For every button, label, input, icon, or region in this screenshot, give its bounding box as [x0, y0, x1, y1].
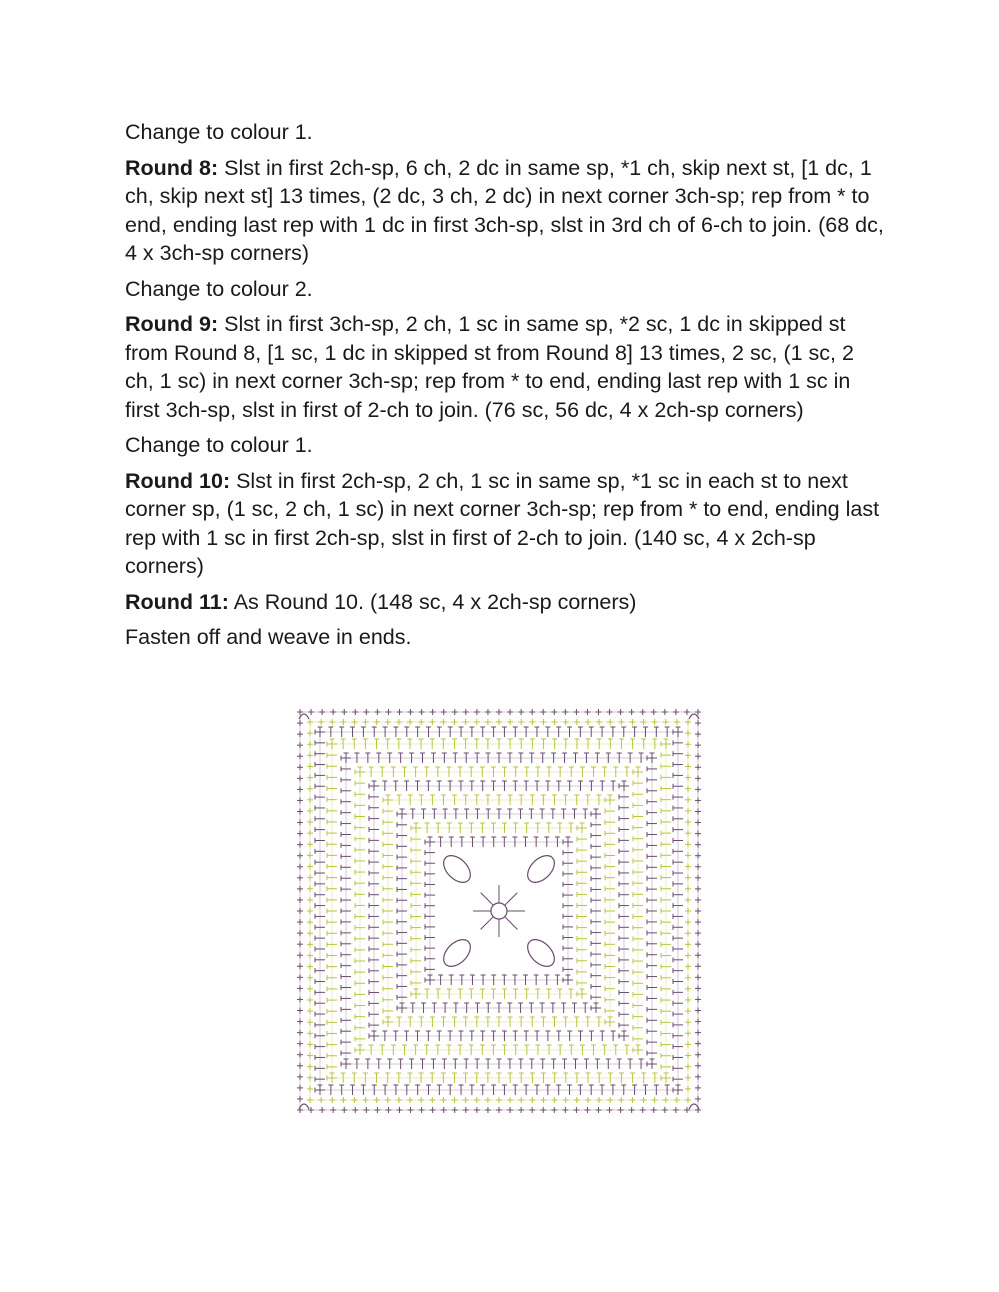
- corner-chain-loop: [523, 935, 560, 972]
- instruction-fasten-off: Fasten off and weave in ends.: [125, 625, 412, 649]
- petal-stitch: [481, 893, 494, 906]
- ring-outline: [388, 800, 610, 1022]
- round-label: Round 9:: [125, 312, 219, 336]
- ring-outline: [332, 744, 666, 1078]
- instruction-round-8: Round 8: Slst in first 2ch-sp, 6 ch, 2 dc in same sp, *1 ch, skip next st, [1 dc, 1 ch, skip next st] 13 times, (2 dc, 3 ch, 2 dc) in next corner 3ch-sp; rep from * to end, ending last rep with 1 dc in first 3ch-sp, slst in 3rd ch of 6-ch to join. (68 dc, 4 x 3ch-sp corners): [125, 155, 884, 265]
- instruction-change-colour-1b: Change to colour 1.: [125, 433, 313, 457]
- round-label: Round 11:: [125, 589, 229, 614]
- magic-ring: [491, 903, 507, 919]
- pattern-instructions: [125, 118, 885, 659]
- petal-stitch: [481, 917, 494, 930]
- ring-outline: [416, 828, 582, 994]
- corner-chain-loop: [439, 851, 476, 888]
- round-label: Round 8:: [125, 155, 219, 180]
- instruction-round-10: Round 10: Slst in first 2ch-sp, 2 ch, 1 sc in same sp, *1 sc in each st to next corner sp, (1 sc, 2 ch, 1 sc) in next corner 3ch-sp; rep from * to end, ending last rep with 1 sc in first 2ch-sp, slst in first of 2-ch to join. (140 sc, 4 x 2ch-sp corners): [125, 468, 880, 578]
- instruction-round-11: Round 11: As Round 10. (148 sc, 4 x 2ch-sp corners): [125, 589, 637, 614]
- ring-outline: [310, 722, 688, 1100]
- instruction-change-colour-2: Change to colour 2.: [125, 276, 313, 301]
- petal-stitch: [505, 917, 518, 930]
- corner-chain-loop: [523, 851, 560, 888]
- ring-outline: [430, 842, 568, 980]
- ring-outline: [402, 814, 596, 1008]
- instruction-round-9: Round 9: Slst in first 3ch-sp, 2 ch, 1 sc in same sp, *2 sc, 1 dc in skipped st from Round 8, [1 sc, 1 dc in skipped st from Round 8] 13 times, 2 sc, (1 sc, 2 ch, 1 sc) in next corner 3ch-sp; rep from * to end, ending last rep with 1 sc in first 3ch-sp, slst in first of 2-ch to join. (76 sc, 56 dc, 4 x 2ch-sp corners): [125, 312, 854, 422]
- petal-stitch: [505, 893, 518, 906]
- crochet-chart-diagram: [290, 702, 708, 1120]
- instruction-change-colour-1: Change to colour 1.: [125, 120, 313, 144]
- round-label: Round 10:: [125, 468, 231, 493]
- corner-chain-loop: [439, 935, 476, 972]
- ring-outline: [374, 786, 624, 1036]
